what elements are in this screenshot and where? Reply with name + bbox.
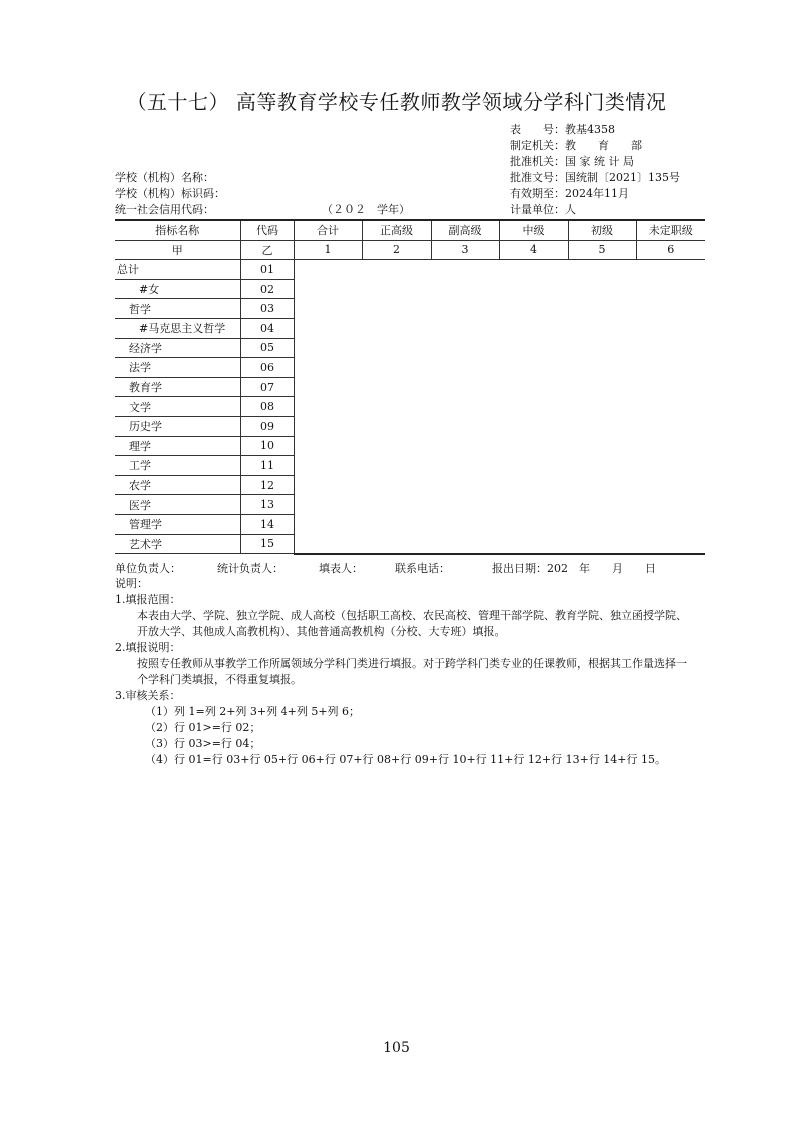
- row-value-cell[interactable]: [362, 514, 431, 534]
- row-value-cell[interactable]: [431, 475, 499, 495]
- row-value-cell[interactable]: [294, 436, 362, 456]
- row-value-cell[interactable]: [499, 318, 568, 338]
- row-value-cell[interactable]: [568, 260, 636, 280]
- row-value-cell[interactable]: [431, 358, 499, 378]
- row-value-cell[interactable]: [431, 416, 499, 436]
- row-value-cell[interactable]: [431, 456, 499, 476]
- row-indicator-name: 理学: [115, 436, 240, 456]
- row-value-cell[interactable]: [499, 397, 568, 417]
- filler-label: 填表人：: [319, 562, 363, 575]
- row-value-cell[interactable]: [636, 260, 705, 280]
- row-value-cell[interactable]: [499, 475, 568, 495]
- row-value-cell[interactable]: [636, 338, 705, 358]
- row-value-cell[interactable]: [568, 299, 636, 319]
- row-value-cell[interactable]: [362, 475, 431, 495]
- table-row: [115, 475, 705, 495]
- row-value-cell[interactable]: [294, 397, 362, 417]
- row-value-cell[interactable]: [294, 318, 362, 338]
- row-value-cell[interactable]: [362, 456, 431, 476]
- row-code: 12: [240, 475, 294, 495]
- row-value-cell[interactable]: [636, 456, 705, 476]
- row-indicator-name: 管理学: [115, 514, 240, 534]
- row-value-cell[interactable]: [636, 358, 705, 378]
- notes-section-2-title: 2.填报说明：: [115, 641, 181, 654]
- row-value-cell[interactable]: [362, 534, 431, 554]
- notes: [115, 576, 695, 768]
- row-value-cell[interactable]: [362, 436, 431, 456]
- row-code: 13: [240, 495, 294, 515]
- row-code: 05: [240, 338, 294, 358]
- row-value-cell[interactable]: [431, 534, 499, 554]
- row-value-cell[interactable]: [636, 495, 705, 515]
- header-code: 代码: [240, 220, 294, 240]
- check-rule-4: （4）行 01=行 03+行 05+行 06+行 07+行 08+行 09+行 10+行 11+行 12+行 13+行 14+行 15。: [145, 753, 667, 766]
- table-body: [115, 260, 705, 554]
- row-value-cell[interactable]: [431, 299, 499, 319]
- row-value-cell[interactable]: [568, 495, 636, 515]
- table-row: [115, 260, 705, 280]
- row-value-cell[interactable]: [636, 416, 705, 436]
- table-row: [115, 456, 705, 476]
- table-header-row: [115, 220, 705, 240]
- row-value-cell[interactable]: [636, 534, 705, 554]
- row-value-cell[interactable]: [294, 534, 362, 554]
- meta-approver: 批准机关：国 家 统 计 局: [510, 155, 634, 168]
- row-value-cell[interactable]: [362, 377, 431, 397]
- row-code: 08: [240, 397, 294, 417]
- table-row: [115, 514, 705, 534]
- row-value-cell[interactable]: [568, 279, 636, 299]
- row-indicator-name: 农学: [115, 475, 240, 495]
- table-row: [115, 279, 705, 299]
- table-index-row: [115, 240, 705, 260]
- table-row: [115, 338, 705, 358]
- row-value-cell[interactable]: [568, 534, 636, 554]
- row-value-cell[interactable]: [294, 416, 362, 436]
- row-code: 11: [240, 456, 294, 476]
- table-row: [115, 397, 705, 417]
- index-col-5: 5: [568, 240, 636, 260]
- check-rule-1: （1）列 1=列 2+列 3+列 4+列 5+列 6；: [145, 705, 361, 718]
- notes-section-3-title: 3.审核关系：: [115, 689, 181, 702]
- page-number: 105: [383, 1040, 410, 1056]
- notes-heading: 说明：: [115, 577, 148, 590]
- row-value-cell[interactable]: [294, 299, 362, 319]
- meta-valid-until: 有效期至：2024年11月: [510, 187, 629, 200]
- row-value-cell[interactable]: [294, 377, 362, 397]
- row-indicator-name: 文学: [115, 397, 240, 417]
- row-code: 07: [240, 377, 294, 397]
- row-value-cell[interactable]: [294, 475, 362, 495]
- row-value-cell[interactable]: [362, 338, 431, 358]
- index-col-6: 6: [636, 240, 705, 260]
- row-value-cell[interactable]: [294, 279, 362, 299]
- index-yi: 乙: [240, 240, 294, 260]
- row-indicator-name: 历史学: [115, 416, 240, 436]
- index-jia: 甲: [115, 240, 240, 260]
- row-code: 02: [240, 279, 294, 299]
- row-value-cell[interactable]: [568, 416, 636, 436]
- stats-head-label: 统计负责人：: [217, 562, 283, 575]
- check-rule-2: （2）行 01>=行 02；: [145, 721, 261, 734]
- report-date-label: 报出日期：202 年 月 日: [492, 562, 656, 575]
- row-value-cell[interactable]: [499, 377, 568, 397]
- row-value-cell[interactable]: [362, 416, 431, 436]
- phone-label: 联系电话：: [395, 562, 450, 575]
- row-value-cell[interactable]: [431, 338, 499, 358]
- row-value-cell[interactable]: [568, 456, 636, 476]
- row-value-cell[interactable]: [568, 436, 636, 456]
- row-value-cell[interactable]: [362, 318, 431, 338]
- table-row: [115, 495, 705, 515]
- row-code: 10: [240, 436, 294, 456]
- row-indicator-name: 法学: [115, 358, 240, 378]
- meta-unit: 计量单位：人: [510, 203, 576, 216]
- row-value-cell[interactable]: [362, 299, 431, 319]
- row-value-cell[interactable]: [636, 279, 705, 299]
- row-value-cell[interactable]: [362, 495, 431, 515]
- row-value-cell[interactable]: [499, 495, 568, 515]
- row-value-cell[interactable]: [636, 318, 705, 338]
- row-value-cell[interactable]: [636, 377, 705, 397]
- row-code: 14: [240, 514, 294, 534]
- row-indicator-name: 工学: [115, 456, 240, 476]
- row-code: 01: [240, 260, 294, 280]
- meta-issuer: 制定机关：教 育 部: [510, 139, 642, 152]
- row-value-cell[interactable]: [431, 318, 499, 338]
- row-value-cell[interactable]: [362, 397, 431, 417]
- row-indicator-name: 教育学: [115, 377, 240, 397]
- school-name-label: 学校（机构）名称：: [115, 171, 214, 184]
- index-col-3: 3: [431, 240, 499, 260]
- row-code: 03: [240, 299, 294, 319]
- row-code: 15: [240, 534, 294, 554]
- row-value-cell[interactable]: [431, 436, 499, 456]
- row-value-cell[interactable]: [362, 260, 431, 280]
- meta-approval-number: 批准文号：国统制〔2021〕135号: [510, 171, 680, 184]
- row-value-cell[interactable]: [431, 397, 499, 417]
- row-value-cell[interactable]: [362, 279, 431, 299]
- row-value-cell[interactable]: [431, 279, 499, 299]
- row-value-cell[interactable]: [636, 514, 705, 534]
- header-senior: 正高级: [362, 220, 431, 240]
- row-value-cell[interactable]: [568, 377, 636, 397]
- notes-section-2-text: 按照专任教师从事教学工作所属领域分学科门类进行填报。对于跨学科门类专业的任课教师，根据其工作量选择一个学科门类填报，不得重复填报。: [137, 657, 687, 686]
- row-value-cell[interactable]: [499, 456, 568, 476]
- row-value-cell[interactable]: [362, 358, 431, 378]
- row-value-cell[interactable]: [636, 436, 705, 456]
- row-value-cell[interactable]: [294, 260, 362, 280]
- row-value-cell[interactable]: [568, 514, 636, 534]
- row-indicator-name: 总计: [115, 260, 240, 280]
- header-total: 合计: [294, 220, 362, 240]
- school-info: [115, 170, 225, 218]
- row-value-cell[interactable]: [568, 358, 636, 378]
- row-value-cell[interactable]: [294, 358, 362, 378]
- form-metadata: [510, 122, 680, 218]
- header-associate: 副高级: [431, 220, 499, 240]
- meta-form-number: 表 号：教基4358: [510, 123, 615, 136]
- row-indicator-name: 哲学: [115, 299, 240, 319]
- row-value-cell[interactable]: [431, 495, 499, 515]
- row-value-cell[interactable]: [636, 299, 705, 319]
- table-row: [115, 299, 705, 319]
- index-col-2: 2: [362, 240, 431, 260]
- row-value-cell[interactable]: [499, 436, 568, 456]
- row-value-cell[interactable]: [499, 279, 568, 299]
- row-indicator-name: #女: [115, 279, 240, 299]
- table-row: [115, 534, 705, 554]
- row-value-cell[interactable]: [294, 338, 362, 358]
- table-row: [115, 436, 705, 456]
- index-col-1: 1: [294, 240, 362, 260]
- page-title: （五十七） 高等教育学校专任教师教学领域分学科门类情况: [126, 90, 667, 114]
- row-indicator-name: 医学: [115, 495, 240, 515]
- table-row: [115, 377, 705, 397]
- row-value-cell[interactable]: [636, 397, 705, 417]
- row-code: 09: [240, 416, 294, 436]
- row-value-cell[interactable]: [499, 338, 568, 358]
- notes-section-1-title: 1.填报范围：: [115, 593, 181, 606]
- row-indicator-name: 艺术学: [115, 534, 240, 554]
- header-unrated: 未定职级: [636, 220, 705, 240]
- row-value-cell[interactable]: [499, 514, 568, 534]
- unit-head-label: 单位负责人：: [115, 562, 181, 575]
- header-junior: 初级: [568, 220, 636, 240]
- row-value-cell[interactable]: [431, 514, 499, 534]
- table-row: [115, 416, 705, 436]
- row-value-cell[interactable]: [499, 358, 568, 378]
- row-value-cell[interactable]: [294, 495, 362, 515]
- row-value-cell[interactable]: [431, 260, 499, 280]
- table-row: [115, 318, 705, 338]
- row-value-cell[interactable]: [499, 299, 568, 319]
- row-value-cell[interactable]: [294, 456, 362, 476]
- row-value-cell[interactable]: [499, 416, 568, 436]
- row-value-cell[interactable]: [568, 475, 636, 495]
- row-value-cell[interactable]: [568, 338, 636, 358]
- header-indicator: 指标名称: [115, 220, 240, 240]
- credit-code-label: 统一社会信用代码：: [115, 203, 214, 216]
- table-row: [115, 358, 705, 378]
- row-indicator-name: #马克思主义哲学: [115, 318, 240, 338]
- index-col-4: 4: [499, 240, 568, 260]
- row-value-cell[interactable]: [568, 397, 636, 417]
- row-code: 06: [240, 358, 294, 378]
- notes-section-1-text: 本表由大学、学院、独立学院、成人高校（包括职工高校、农民高校、管理干部学院、教育学院、独立函授学院、开放大学、其他成人高教机构）、其他普通高教机构（分校、大专班）填报。: [137, 609, 687, 638]
- header-intermediate: 中级: [499, 220, 568, 240]
- row-value-cell[interactable]: [431, 377, 499, 397]
- row-indicator-name: 经济学: [115, 338, 240, 358]
- row-value-cell[interactable]: [568, 318, 636, 338]
- row-value-cell[interactable]: [636, 475, 705, 495]
- school-year: （２０２ 学年）: [322, 203, 410, 216]
- row-value-cell[interactable]: [499, 534, 568, 554]
- row-value-cell[interactable]: [499, 260, 568, 280]
- school-id-label: 学校（机构）标识码：: [115, 187, 225, 200]
- check-rule-3: （3）行 03>=行 04；: [145, 737, 261, 750]
- row-value-cell[interactable]: [294, 514, 362, 534]
- row-code: 04: [240, 318, 294, 338]
- data-table: [115, 219, 705, 555]
